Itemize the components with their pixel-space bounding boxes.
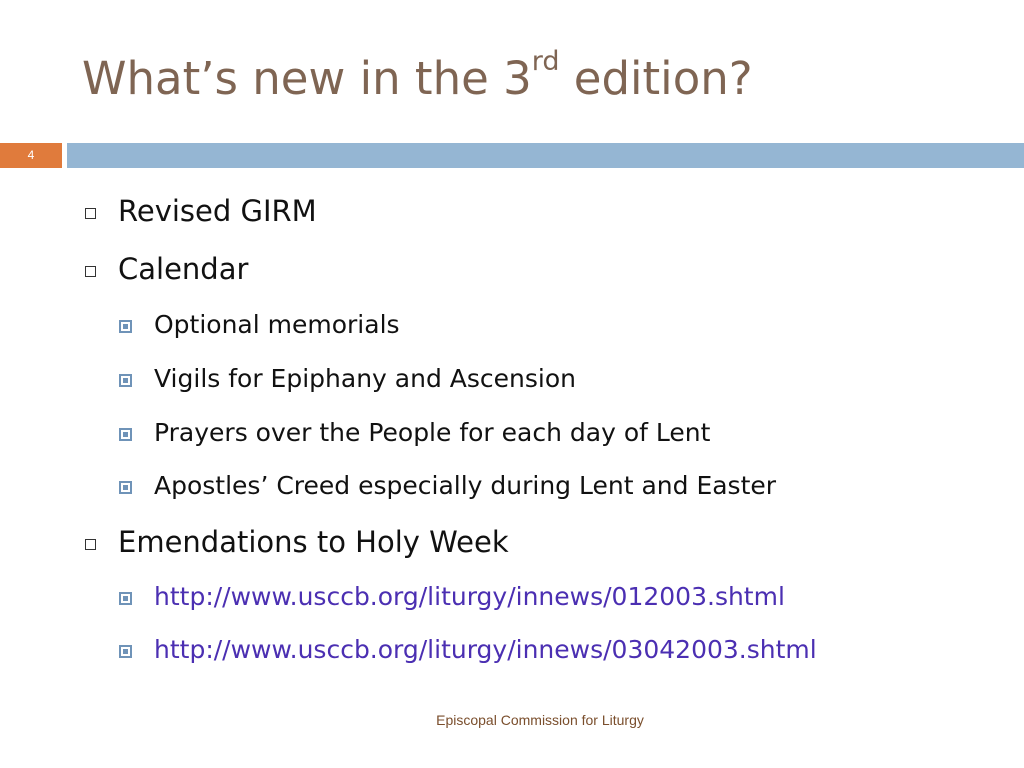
- bullet-revised-girm: Revised GIRM: [118, 194, 317, 228]
- filled-square-bullet-icon: [119, 374, 132, 387]
- filled-square-bullet-icon: [119, 645, 132, 658]
- filled-square-bullet-icon: [119, 592, 132, 605]
- bullet-apostles-creed: Apostles’ Creed especially during Lent and Easter: [154, 471, 777, 500]
- bullet-optional-memorials: Optional memorials: [154, 310, 400, 339]
- slide-title-superscript: rd: [531, 46, 560, 77]
- filled-square-bullet-icon: [119, 428, 132, 441]
- filled-square-bullet-icon: [119, 481, 132, 494]
- square-bullet-icon: [85, 208, 96, 219]
- bullet-prayers-over-people: Prayers over the People for each day of Lent: [154, 418, 711, 447]
- link-innews-012003[interactable]: http://www.usccb.org/liturgy/innews/012003.shtml: [154, 582, 785, 611]
- square-bullet-icon: [85, 266, 96, 277]
- slide-title-text: What’s new in the 3: [82, 52, 532, 105]
- bullet-emendations: Emendations to Holy Week: [118, 525, 509, 559]
- link-innews-03042003[interactable]: http://www.usccb.org/liturgy/innews/03042003.shtml: [154, 635, 817, 664]
- filled-square-bullet-icon: [119, 320, 132, 333]
- bullet-vigils: Vigils for Epiphany and Ascension: [154, 364, 576, 393]
- bullet-calendar: Calendar: [118, 252, 249, 286]
- slide-title-tail: edition?: [559, 52, 753, 105]
- slide-footer: Episcopal Commission for Liturgy: [436, 712, 644, 728]
- square-bullet-icon: [85, 539, 96, 550]
- slide-number: 4: [27, 148, 35, 162]
